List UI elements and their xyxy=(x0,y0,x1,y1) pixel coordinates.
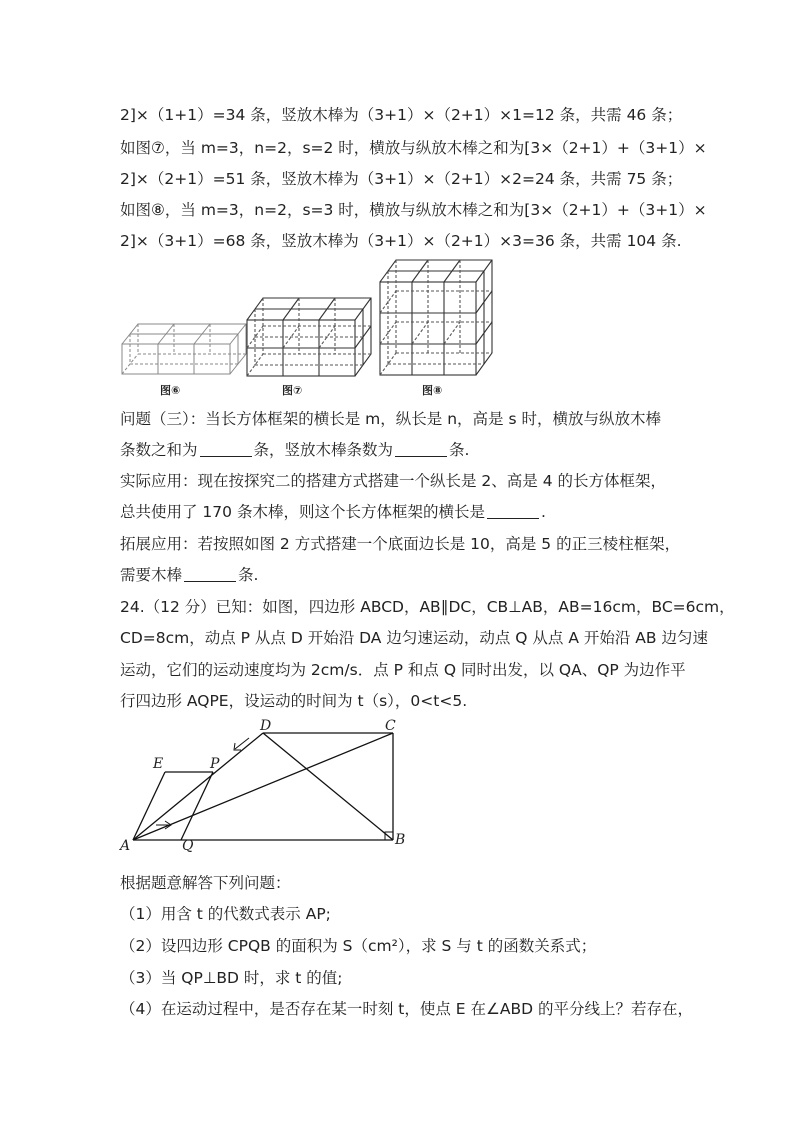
question-three-line: 问题（三）：当长方体框架的横长是 m，纵长是 n，高是 s 时，横放与纵放木棒 xyxy=(120,410,661,428)
text-segment: 条数之和为 xyxy=(120,441,198,459)
text-segment: . xyxy=(540,503,546,521)
label-E: E xyxy=(153,756,164,772)
problem-24-line: CD=8cm，动点 P 从点 D 开始沿 DA 边匀速运动，动点 Q 从点 A 开始沿 AB 边匀速 xyxy=(120,629,708,647)
text-segment: 总共使用了 170 条木棒，则这个长方体框架的横长是 xyxy=(120,503,485,521)
label-C: C xyxy=(385,718,396,734)
text-segment: 条. xyxy=(449,441,470,459)
figure-8-caption: 图⑧ xyxy=(422,384,443,397)
label-A: A xyxy=(120,838,131,854)
segment-AC xyxy=(133,733,393,840)
label-D: D xyxy=(260,718,272,734)
question-line: （4）在运动过程中，是否存在某一时刻 t，使点 E 在∠ABD 的平分线上？若存在， xyxy=(120,1000,694,1018)
text-segment: 需要木棒 xyxy=(120,566,183,584)
problem-24-line: 运动，它们的运动速度均为 2cm/s．点 P 和点 Q 同时出发，以 QA、QP 为边作平 xyxy=(120,661,686,679)
label-B: B xyxy=(395,832,406,848)
figure-7-caption: 图⑦ xyxy=(282,384,303,397)
problem-24-line: 行四边形 AQPE，设运动的时间为 t（s），0<t<5. xyxy=(120,692,468,710)
practice-line: 实际应用：现在按探究二的搭建方式搭建一个纵长是 2、高是 4 的长方体框架， xyxy=(120,472,667,490)
segment-DB xyxy=(263,733,393,840)
problem-24-line: 24.（12 分）已知：如图，四边形 ABCD，AB∥DC，CB⊥AB，AB=16cm，BC=6cm， xyxy=(120,598,735,616)
segment-EA xyxy=(133,772,165,840)
arrow-P xyxy=(235,738,249,749)
text-line: 如图⑦，当 m=3，n=2，s=2 时，横放与纵放木棒之和为[3×（2+1）+（3+1）× xyxy=(120,139,707,157)
label-P: P xyxy=(210,756,220,772)
text-line: 2]×（3+1）=68 条，竖放木棒为（3+1）×（2+1）×3=36 条，共需 104 条. xyxy=(120,232,682,250)
figure-6-caption: 图⑥ xyxy=(160,384,181,397)
text-segment: 条. xyxy=(238,566,259,584)
text-line: 如图⑧，当 m=3，n=2，s=3 时，横放与纵放木棒之和为[3×（2+1）+（3+1）× xyxy=(120,201,707,219)
segment-DA xyxy=(133,733,263,840)
text-segment: 条，竖放木棒条数为 xyxy=(253,441,394,459)
question-line: 根据题意解答下列问题： xyxy=(120,874,291,892)
question-line: （3）当 QP⊥BD 时，求 t 的值; xyxy=(120,969,343,987)
segment-QP xyxy=(181,772,213,840)
extend-line: 拓展应用：若按照如图 2 方式搭建一个底面边长是 10，高是 5 的正三棱柱框架， xyxy=(120,535,681,553)
text-line: 2]×（2+1）=51 条，竖放木棒为（3+1）×（2+1）×2=24 条，共需 75 条； xyxy=(120,170,683,188)
label-Q: Q xyxy=(182,838,194,854)
question-line: （1）用含 t 的代数式表示 AP; xyxy=(120,905,331,923)
question-line: （2）设四边形 CPQB 的面积为 S（cm²），求 S 与 t 的函数关系式； xyxy=(120,937,597,955)
text-line: 2]×（1+1）=34 条，竖放木棒为（3+1）×（2+1）×1=12 条，共需 46 条； xyxy=(120,106,683,124)
